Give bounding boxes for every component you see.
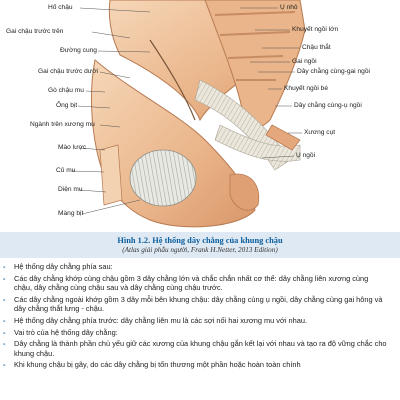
list-item: - Khi khung chậu bị gãy, do các dây chằng bị tổn thương một phần hoặc hoàn toàn chính bbox=[3, 360, 301, 370]
label-chau-that: Chậu thắt bbox=[302, 44, 331, 51]
label-ong-bit: Ống bịt bbox=[56, 102, 78, 109]
label-khuyet-ngoi-lon: Khuyết ngồi lớn bbox=[292, 26, 339, 33]
list-item-text: Các dây chằng khớp cùng chậu gồm 3 dây chằng lớn và chắc chắn nhất cơ thể: dây chằng liên xương cùng chậu, dây chằng cùng chậu sau và dây chằng cùng chậu trước. bbox=[14, 273, 369, 292]
label-mang-bit: Màng bịt bbox=[58, 210, 84, 217]
label-go-chau-mu: Gò chậu mu bbox=[48, 87, 84, 94]
list-item: - Các dây chằng khớp cùng chậu gồm 3 dây chằng lớn và chắc chắn nhất cơ thể: dây chằng liên xương cùng chậu, dây chằng cùng chậu sau và dây chằng cùng chậu trước. bbox=[3, 273, 369, 292]
label-khuyet-ngoi-be: Khuyết ngồi bé bbox=[284, 85, 328, 92]
list-item: - Hệ thống dây chằng phía trước: dây chằng liên mu là các sợi nối hai xương mu với nhau. bbox=[3, 315, 308, 325]
label-gai-chau-truoc-duoi: Gai chậu trước dưới bbox=[38, 68, 98, 75]
list-item-text: Hệ thống dây chằng phía sau: bbox=[14, 262, 113, 271]
list-item: - Dây chằng là thành phần chủ yếu giữ các xương của khung chậu gắn kết lại với nhau và tạo ra độ vững chắc cho khung chậu. bbox=[3, 339, 387, 358]
label-mao-luoc: Mào lược bbox=[58, 144, 87, 151]
list-item: - Hệ thống dây chằng phía sau: bbox=[3, 262, 113, 271]
label-u-nho: Ụ nhô bbox=[280, 4, 298, 11]
caption-title: Hình 1.2. Hệ thống dây chằng của khung chậu bbox=[117, 236, 283, 245]
label-dien-mu: Diện mu bbox=[58, 186, 83, 193]
figure-caption bbox=[0, 232, 400, 258]
list-item: - Các dây chằng ngoài khớp gồm 3 dây mỗi bên khung chậu: dây chằng cùng ụ ngồi, dây chằng cùng gai hông và dây chằng thắt lưng - chậu. bbox=[3, 294, 383, 313]
list-item-text: Vai trò của hệ thống dây chằng: bbox=[14, 327, 118, 337]
label-day-chang-cung-gai-ngoi: Dây chằng cùng-gai ngồi bbox=[297, 68, 370, 75]
list-item: - Vai trò của hệ thống dây chằng: bbox=[3, 327, 118, 337]
list-item-text: Hệ thống dây chằng phía trước: dây chằng liên mu là các sợi nối hai xương mu với nhau. bbox=[14, 315, 308, 325]
list-item-text: Khi khung chậu bị gãy, do các dây chằng bị tổn thương một phần hoặc hoàn toàn chính bbox=[14, 360, 301, 370]
label-gai-ngoi: Gai ngồi bbox=[292, 58, 317, 65]
label-xuong-cut: Xương cụt bbox=[304, 129, 336, 136]
label-day-chang-cung-u-ngoi: Dây chằng cùng-ụ ngồi bbox=[294, 102, 362, 109]
label-ho-chau: Hố chậu bbox=[48, 4, 73, 11]
list-item-text: Dây chằng là thành phần chủ yếu giữ các xương của khung chậu gắn kết lại với nhau và tạo ra độ vững chắc cho khung chậu. bbox=[14, 339, 387, 358]
label-cu-mu: Củ mu bbox=[56, 167, 76, 174]
obturator-membrane bbox=[130, 150, 196, 206]
label-u-ngoi: Ụ ngồi bbox=[296, 152, 316, 159]
caption-source: (Atlas giải phẫu người, Frank H.Netter, 2013 Edition) bbox=[122, 246, 278, 254]
label-nganh-tren-xuong-mu: Ngành trên xương mu bbox=[30, 121, 95, 128]
label-gai-chau-truoc-tren: Gai chậu trước trên bbox=[6, 28, 64, 35]
body-text bbox=[0, 262, 400, 372]
label-duong-cung: Đường cung bbox=[60, 47, 97, 54]
list-item-text: Các dây chằng ngoài khớp gồm 3 dây mỗi bên khung chậu: dây chằng cùng ụ ngồi, dây chằng cùng gai hông và dây chằng thắt lưng - chậu. bbox=[14, 294, 383, 313]
